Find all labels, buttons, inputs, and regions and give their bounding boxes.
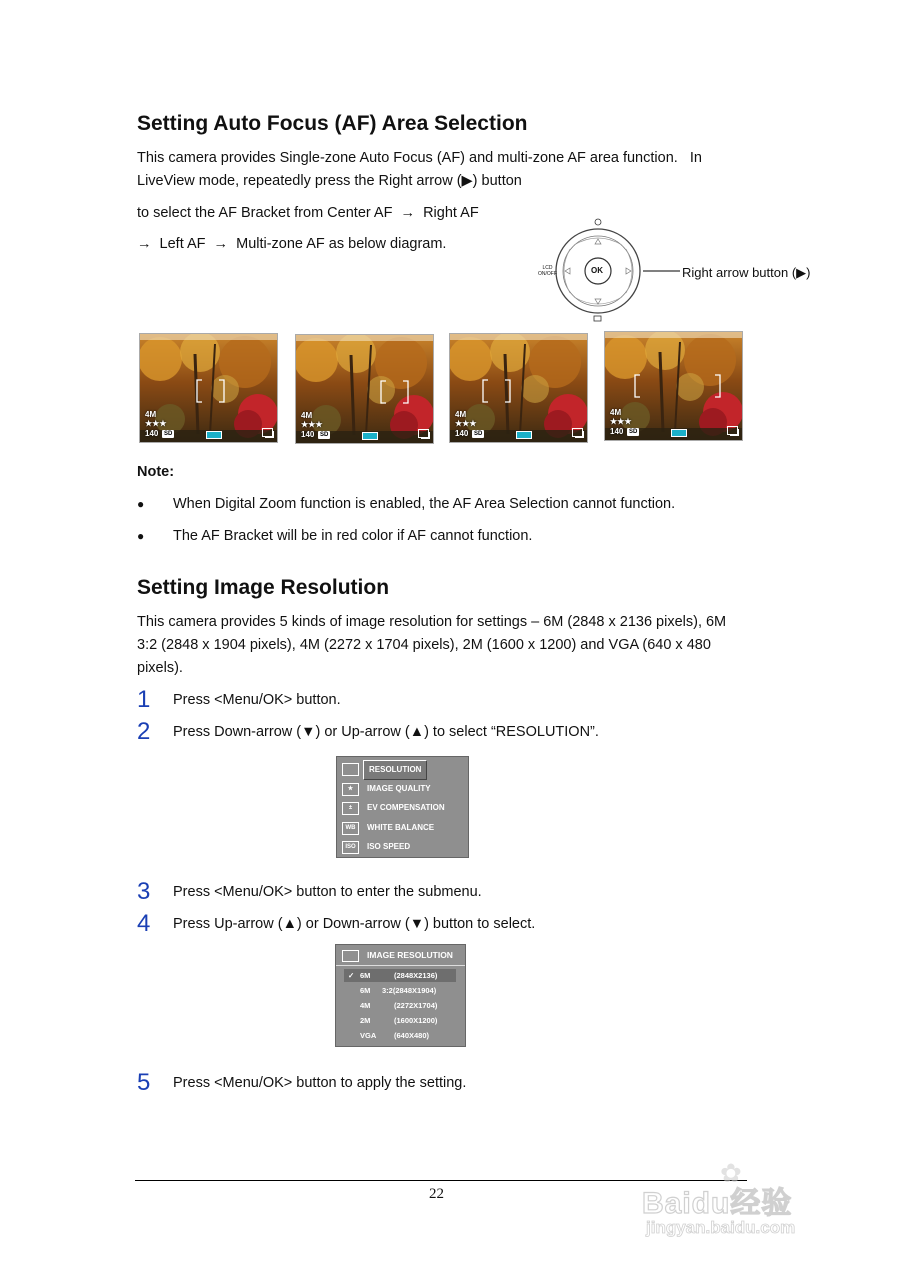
- osd-quality-stars: ★★★: [455, 419, 477, 428]
- battery-icon: [206, 431, 222, 439]
- res-intro-line-3: pixels).: [137, 660, 183, 676]
- step-number: 1: [137, 686, 151, 713]
- bullet-icon: ●: [137, 497, 145, 511]
- watermark-url: jingyan.baidu.com: [646, 1218, 796, 1237]
- lcd-onoff-label: ON/OFF: [538, 271, 557, 277]
- option-dims: (2272X1704): [394, 1001, 438, 1010]
- right-arrow-callout: Right arrow button (▶): [682, 265, 811, 280]
- resolution-option[interactable]: [344, 999, 456, 1012]
- osd-shot-count: 140: [455, 429, 469, 438]
- step-number: 5: [137, 1069, 151, 1096]
- step-3: [137, 878, 482, 906]
- af-preview-center: [139, 333, 278, 443]
- osd-shot-count: 140: [145, 429, 159, 438]
- menu-item-ev-compensation[interactable]: [337, 799, 468, 817]
- af-preview-right: [295, 334, 434, 444]
- resolution-option[interactable]: [344, 984, 456, 997]
- sd-card-icon: SD: [629, 429, 638, 435]
- check-icon: ✓: [348, 971, 355, 980]
- control-dial-diagram: [530, 215, 680, 325]
- menu-item-label: WHITE BALANCE: [367, 822, 435, 832]
- note-heading: Note:: [137, 464, 175, 480]
- osd-quality-stars: ★★★: [145, 419, 167, 428]
- option-size: 4M: [360, 1001, 371, 1010]
- option-size: 2M: [360, 1016, 371, 1025]
- af-intro-line-4: → Left AF → Multi-zone AF as below diagram.: [137, 236, 447, 252]
- camera-main-menu: [336, 756, 469, 858]
- step-5: [137, 1069, 467, 1097]
- osd-quality-stars: ★★★: [301, 420, 323, 429]
- image-resolution-menu: [335, 944, 466, 1047]
- battery-icon: [362, 432, 378, 440]
- resolution-option[interactable]: [344, 1029, 456, 1042]
- battery-icon: [516, 431, 532, 439]
- res-intro-line-1: This camera provides 5 kinds of image resolution for settings – 6M (2848 x 2136 pixels), 6M: [137, 614, 727, 630]
- af-intro-line-3: to select the AF Bracket from Center AF → Right AF: [137, 205, 479, 221]
- sd-card-icon: SD: [164, 431, 173, 437]
- osd-image-size: 4M: [145, 410, 157, 419]
- drive-mode-icon: [727, 426, 738, 435]
- note-text: When Digital Zoom function is enabled, the AF Area Selection cannot function.: [173, 496, 676, 512]
- af-preview-left: [449, 333, 588, 443]
- step-text: Press <Menu/OK> button.: [173, 692, 341, 708]
- note-text: The AF Bracket will be in red color if AF cannot function.: [173, 528, 533, 544]
- step-number: 4: [137, 910, 151, 937]
- step-number: 2: [137, 718, 151, 745]
- menu-item-label: RESOLUTION: [363, 760, 427, 780]
- step-4: [137, 910, 536, 938]
- step-text: Press Up-arrow (▲) or Down-arrow (▼) button to select.: [173, 916, 536, 932]
- af-intro-line-1: This camera provides Single-zone Auto Focus (AF) and multi-zone AF area function. In: [137, 150, 702, 166]
- paw-icon: ✿: [720, 1158, 742, 1188]
- option-dims: (2848X2136): [394, 971, 438, 980]
- osd-shot-count: 140: [610, 427, 624, 436]
- ok-button-label: OK: [591, 266, 603, 275]
- drive-mode-icon: [572, 428, 583, 437]
- res-intro-line-2: 3:2 (2848 x 1904 pixels), 4M (2272 x 1704 pixels), 2M (1600 x 1200) and VGA (640 x 480: [137, 637, 711, 653]
- watermark-brand: Baidu经验: [642, 1187, 793, 1220]
- step-number: 3: [137, 878, 151, 905]
- option-size: 6M: [360, 971, 371, 980]
- af-intro-line-2: LiveView mode, repeatedly press the Right arrow (▶) button: [137, 173, 522, 189]
- osd-quality-stars: ★★★: [610, 417, 632, 426]
- baidu-watermark: [640, 1160, 860, 1250]
- sd-card-icon: SD: [474, 431, 483, 437]
- af-preview-multi: [604, 331, 743, 441]
- option-size: 6M: [360, 986, 371, 995]
- resolution-option[interactable]: [344, 969, 456, 982]
- menu-item-resolution[interactable]: [337, 760, 468, 778]
- option-dims: (640X480): [394, 1031, 430, 1040]
- wb-icon: WB: [342, 822, 359, 835]
- menu-item-white-balance[interactable]: [337, 819, 468, 837]
- osd-shot-count: 140: [301, 430, 315, 439]
- lcd-label: LCD: [542, 265, 553, 271]
- af-section-title: Setting Auto Focus (AF) Area Selection: [137, 112, 528, 135]
- menu-item-iso-speed[interactable]: [337, 838, 468, 856]
- step-text: Press Down-arrow (▼) or Up-arrow (▲) to select “RESOLUTION”.: [173, 724, 599, 740]
- drive-mode-icon: [418, 429, 429, 438]
- battery-icon: [671, 429, 687, 437]
- page-number: 22: [429, 1186, 444, 1202]
- step-text: Press <Menu/OK> button to enter the submenu.: [173, 884, 482, 900]
- option-size: VGA: [360, 1031, 377, 1040]
- res-section-title: Setting Image Resolution: [137, 576, 390, 599]
- ev-icon: ±: [342, 802, 359, 815]
- note-item: [137, 496, 676, 512]
- star-icon: ★: [342, 783, 359, 796]
- drive-mode-icon: [262, 428, 273, 437]
- bullet-icon: ●: [137, 529, 145, 543]
- res-menu-title: IMAGE RESOLUTION: [367, 950, 453, 960]
- step-2: [137, 718, 599, 746]
- option-dims: 3:2(2848X1904): [382, 986, 437, 995]
- menu-item-label: ISO SPEED: [367, 842, 411, 851]
- step-text: Press <Menu/OK> button to apply the setting.: [173, 1075, 467, 1091]
- osd-image-size: 4M: [610, 408, 622, 417]
- resolution-icon: [342, 950, 359, 962]
- iso-icon: ISO: [342, 841, 359, 854]
- osd-image-size: 4M: [455, 410, 467, 419]
- step-1: [137, 686, 341, 714]
- menu-item-label: EV COMPENSATION: [367, 803, 445, 812]
- option-dims: (1600X1200): [394, 1016, 438, 1025]
- note-item: [137, 528, 533, 544]
- menu-item-image-quality[interactable]: [337, 780, 468, 798]
- sd-card-icon: SD: [320, 432, 329, 438]
- resolution-option[interactable]: [344, 1014, 456, 1027]
- menu-item-label: IMAGE QUALITY: [367, 783, 431, 793]
- osd-image-size: 4M: [301, 411, 313, 420]
- resolution-icon: [342, 763, 359, 776]
